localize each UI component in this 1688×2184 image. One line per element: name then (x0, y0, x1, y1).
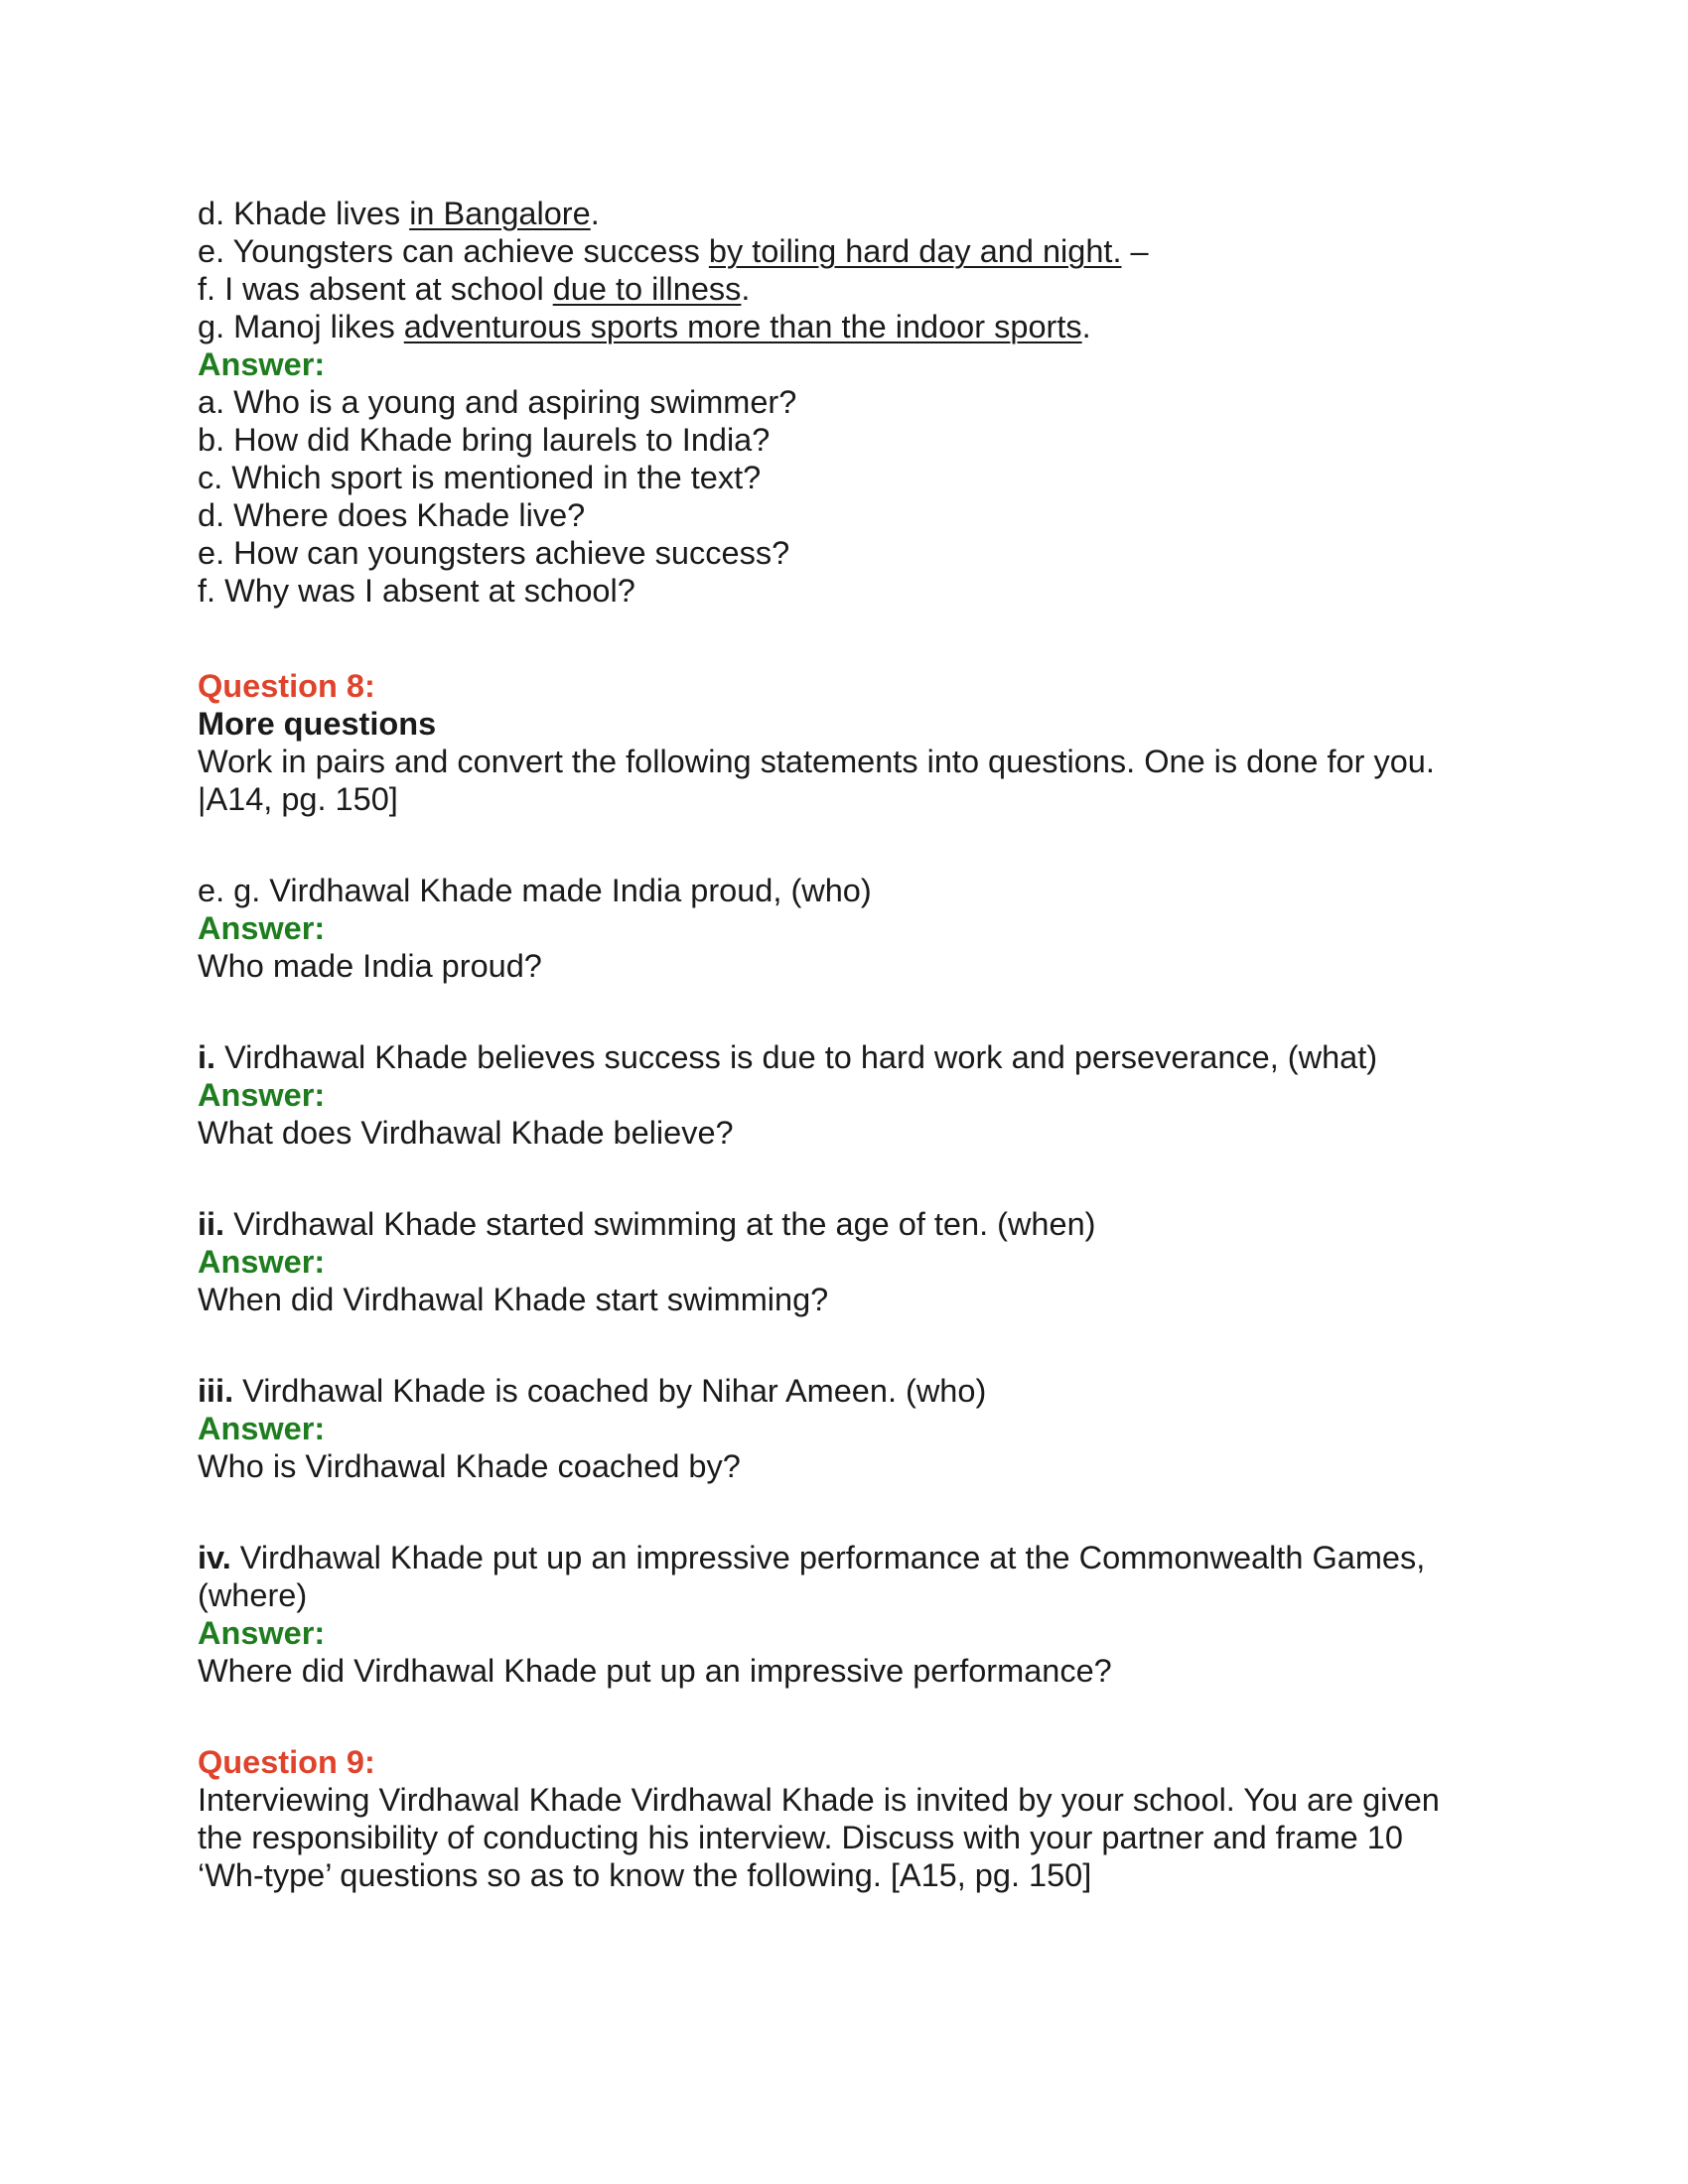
item-iv-answer: Where did Virdhawal Khade put up an impressive performance? (198, 1653, 1112, 1689)
example-statement: e. g. Virdhawal Khade made India proud, (who) (198, 873, 872, 908)
document-page (198, 195, 1488, 1894)
question-8-title: More questions (198, 706, 437, 742)
item-ii-statement: ii. Virdhawal Khade started swimming at the age of ten. (when) (198, 1206, 1096, 1242)
answer-label: Answer: (198, 1244, 326, 1280)
answer-label: Answer: (198, 1077, 326, 1113)
answer-label: Answer: (198, 346, 326, 382)
question-9-text-line: ‘Wh-type’ questions so as to know the following. [A15, pg. 150] (198, 1857, 1092, 1893)
statement-d: d. Khade lives in Bangalore. (198, 196, 600, 231)
answer-line: c. Which sport is mentioned in the text? (198, 460, 762, 495)
question-8-heading: Question 8: (198, 668, 375, 704)
item-iii-statement: iii. Virdhawal Khade is coached by Nihar Ameen. (who) (198, 1373, 987, 1409)
answer-label: Answer: (198, 1411, 326, 1446)
question-8-instruction: Work in pairs and convert the following statements into questions. One is done for you. (198, 744, 1435, 779)
question-9-text-line: the responsibility of conducting his interview. Discuss with your partner and frame 10 (198, 1820, 1403, 1855)
question-9-heading: Question 9: (198, 1744, 375, 1780)
item-iv-statement-cont: (where) (198, 1577, 308, 1613)
item-ii-answer: When did Virdhawal Khade start swimming? (198, 1282, 829, 1317)
question-9-text-line: Interviewing Virdhawal Khade Virdhawal Khade is invited by your school. You are given (198, 1782, 1440, 1818)
answer-line: a. Who is a young and aspiring swimmer? (198, 384, 797, 420)
answer-line: d. Where does Khade live? (198, 497, 586, 533)
item-iii-answer: Who is Virdhawal Khade coached by? (198, 1448, 741, 1484)
statement-e: e. Youngsters can achieve success by toiling hard day and night. – (198, 233, 1149, 269)
answer-line: b. How did Khade bring laurels to India? (198, 422, 771, 458)
item-i-statement: i. Virdhawal Khade believes success is due to hard work and perseverance, (what) (198, 1039, 1378, 1075)
item-i-answer: What does Virdhawal Khade believe? (198, 1115, 734, 1151)
answer-line: e. How can youngsters achieve success? (198, 535, 790, 571)
example-answer: Who made India proud? (198, 948, 542, 984)
statement-f: f. I was absent at school due to illness. (198, 271, 751, 307)
item-iv-statement: iv. Virdhawal Khade put up an impressive performance at the Commonwealth Games, (198, 1540, 1426, 1575)
answer-label: Answer: (198, 1615, 326, 1651)
answer-label: Answer: (198, 910, 326, 946)
answer-line: f. Why was I absent at school? (198, 573, 635, 609)
question-8-reference: |A14, pg. 150] (198, 781, 398, 817)
statement-g: g. Manoj likes adventurous sports more than the indoor sports. (198, 309, 1091, 344)
